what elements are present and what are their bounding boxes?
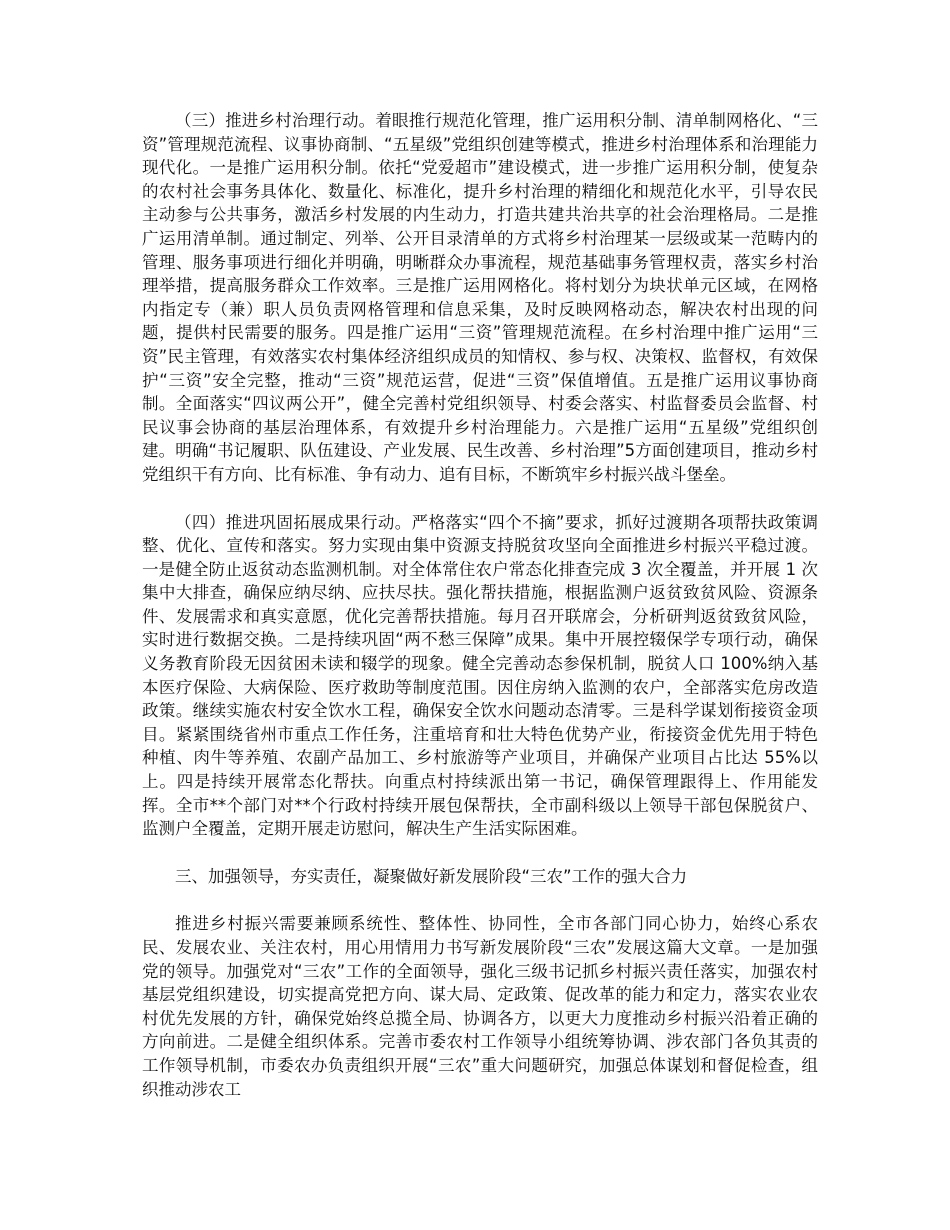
document-page — [142, 109, 818, 1101]
paragraph-gap — [142, 841, 818, 865]
paragraph-consolidate-results: （四）推进巩固拓展成果行动。严格落实“四个不摘”要求，抓好过渡期各项帮扶政策调整、优化、宣传和落实。努力实现由集中资源支持脱贫攻坚向全面推进乡村振兴平稳过渡。一是健全防止返贫动态监测机制。对全体常住农户常态化排查完成 3 次全覆盖，并开展 1 次集中大排查，确保应纳尽纳、应扶尽扶。强化帮扶措施，根据监测户返贫致贫风险、资源条件、发展需求和真实意愿，优化完善帮扶措施。每月召开联席会，分析研判返贫致贫风险，实时进行数据交换。二是持续巩固“两不愁三保障”成果。集中开展控辍保学专项行动，确保义务教育阶段无因贫困未读和辍学的现象。健全完善动态参保机制，脱贫人口 100%纳入基本医疗保险、大病保险、医疗救助等制度范围。因住房纳入监测的农户，全部落实危房改造政策。继续实施农村安全饮水工程，确保安全饮水问题动态清零。三是科学谋划衔接资金项目。紧紧围绕省州市重点工作任务，注重培育和壮大特色优势产业，衔接资金优先用于特色种植、肉牛等养殖、农副产品加工、乡村旅游等产业项目，并确保产业项目占比达 55%以上。四是持续开展常态化帮扶。向重点村持续派出第一书记，确保管理跟得上、作用能发挥。全市**个部门对**个行政村持续开展包保帮扶，全市副科级以上领导干部包保脱贫户、监测户全覆盖，定期开展走访慰问，解决生产生活实际困难。 — [142, 512, 818, 839]
paragraph-rural-governance: （三）推进乡村治理行动。着眼推行规范化管理，推广运用积分制、清单制网格化、“三资”管理规范流程、议事协商制、“五星级”党组织创建等模式，推进乡村治理体系和治理能力现代化。一是推广运用积分制。依托“党爱超市”建设模式，进一步推广运用积分制，使复杂的农村社会事务具体化、数量化、标准化，提升乡村治理的精细化和规范化水平，引导农民主动参与公共事务，激活乡村发展的内生动力，打造共建共治共享的社会治理格局。二是推广运用清单制。通过制定、列举、公开目录清单的方式将乡村治理某一层级或某一范畴内的管理、服务事项进行细化并明确，明晰群众办事流程，规范基础事务管理权责，落实乡村治理举措，提高服务群众工作效率。三是推广运用网格化。将村划分为块状单元区域，在网格内指定专（兼）职人员负责网格管理和信息采集，及时反映网格动态，解决农村出现的问题，提供村民需要的服务。四是推广运用“三资”管理规范流程。在乡村治理中推广运用“三资”民主管理，有效落实农村集体经济组织成员的知情权、参与权、决策权、监督权，有效保护“三资”安全完整，推动“三资”规范运营，促进“三资”保值增值。五是推广运用议事协商制。全面落实“四议两公开”，健全完善村党组织领导、村委会落实、村监督委员会监督、村民议事会协商的基层治理体系，有效提升乡村治理能力。六是推广运用“五星级”党组织创建。明确“书记履职、队伍建设、产业发展、民生改善、乡村治理”5方面创建项目，推动乡村党组织干有方向、比有标准、争有动力、追有目标，不断筑牢乡村振兴战斗堡垒。 — [142, 111, 818, 484]
paragraph-leadership: 推进乡村振兴需要兼顾系统性、整体性、协同性，全市各部门同心协力，始终心系农民、发展农业、关注农村，用心用情用力书写新发展阶段“三农”发展这篇大文章。一是加强党的领导。加强党对“三农”工作的全面领导，强化三级书记抓乡村振兴责任落实，加强农村基层党组织建设，切实提高党把方向、谋大局、定政策、促改革的能力和定力，落实农业农村优先发展的方针，确保党始终总揽全局、协调各方，以更大力度推动乡村振兴沿着正确的方向前进。二是健全组织体系。完善市委农村工作领导小组统筹协调、涉农部门各负其责的工作领导机制，市委农办负责组织开展“三农”重大问题研究，加强总体谋划和督促检查，组织推动涉农工 — [142, 914, 818, 1099]
section-heading: 三、加强领导，夯实责任，凝聚做好新发展阶段“三农”工作的强大合力 — [175, 866, 688, 886]
paragraph-gap — [142, 487, 818, 511]
paragraph-gap — [142, 888, 818, 912]
